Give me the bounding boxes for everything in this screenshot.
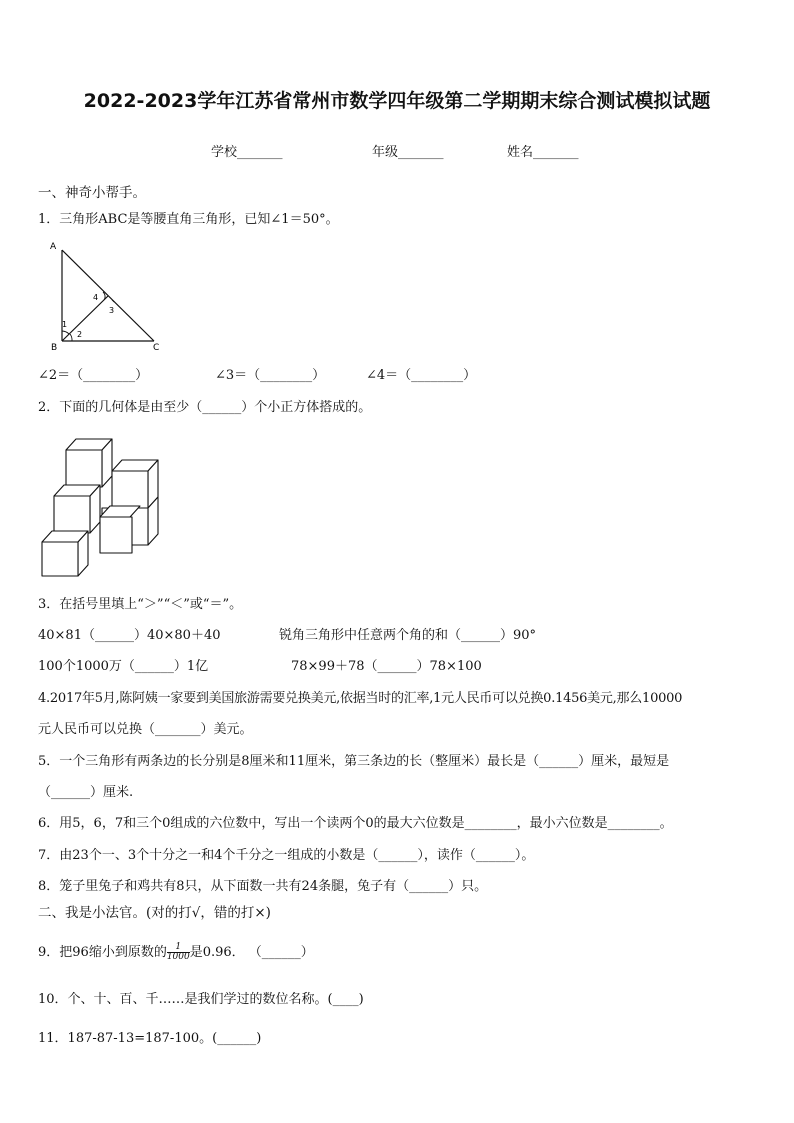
vertex-b-label: B (51, 343, 58, 353)
question-1: 1．三角形ABC是等腰直角三角形，已知∠1＝50°。 (38, 212, 339, 227)
page-title: 2022-2023学年江苏省常州市数学四年级第二学期期末综合测试模拟试题 (83, 90, 711, 112)
q3-item-d: 78×99＋78（______）78×100 (291, 659, 482, 674)
question-7: 7．由23个一、3个十分之一和4个千分之一组成的小数是（______），读作（______）。 (38, 848, 535, 863)
question-3: 3．在括号里填上“＞”“＜”或“＝”。 (38, 597, 243, 612)
angle-1-label: 1 (62, 320, 68, 329)
fraction-denominator: 1000 (166, 952, 190, 962)
fraction-numerator: 1 (167, 943, 190, 953)
question-4-line-2: 元人民币可以兑换（_______）美元。 (38, 722, 253, 737)
q1-answer-3: ∠3＝（________） (215, 368, 326, 383)
angle-3-label: 3 (109, 306, 115, 315)
grade-field: 年级_______ (372, 145, 444, 160)
q3-item-b: 锐角三角形中任意两个角的和（______）90° (279, 628, 537, 643)
question-6: 6．用5，6，7和三个0组成的六位数中，写出一个读两个0的最大六位数是________，最小六位数是________。 (38, 816, 673, 831)
q1-answer-4: ∠4＝（________） (366, 368, 477, 383)
question-5-line-1: 5．一个三角形有两条边的长分别是8厘米和11厘米，第三条边的长（整厘米）最长是（______）厘米，最短是 (38, 754, 670, 769)
angle-4-label: 4 (93, 293, 99, 302)
q9-text-post: 是0.96． （______） (189, 945, 314, 960)
section-heading-2: 二、我是小法官。(对的打√，错的打×) (38, 905, 271, 921)
question-10: 10．个、十、百、千……是我们学过的数位名称。(____) (38, 992, 364, 1007)
fraction (167, 943, 190, 962)
cube-stack-figure (40, 434, 165, 579)
question-4-line-1: 4.2017年5月,陈阿姨一家要到美国旅游需要兑换美元,依据当时的汇率,1元人民币可以兑换0.1456美元,那么10000 (38, 691, 683, 706)
q3-item-c: 100个1000万（______）1亿 (38, 659, 209, 674)
triangle-figure (42, 238, 167, 353)
q9-text-pre: 9．把96缩小到原数的 (38, 945, 167, 960)
name-field: 姓名_______ (507, 145, 579, 160)
question-8: 8．笼子里兔子和鸡共有8只，从下面数一共有24条腿，兔子有（______）只。 (38, 879, 488, 894)
question-2: 2．下面的几何体是由至少（______）个小正方体搭成的。 (38, 400, 372, 415)
q3-item-a: 40×81（______）40×80＋40 (38, 628, 221, 643)
school-field: 学校_______ (211, 145, 283, 160)
question-5-line-2: （______）厘米. (38, 785, 134, 800)
question-9 (38, 941, 314, 962)
question-11: 11．187-87-13=187-100。(______) (38, 1031, 262, 1046)
angle-2-label: 2 (77, 330, 83, 339)
vertex-a-label: A (50, 242, 57, 252)
q1-answer-2: ∠2＝（________） (38, 368, 149, 383)
section-heading-1: 一、神奇小帮手。 (38, 185, 146, 201)
vertex-c-label: C (153, 343, 160, 353)
